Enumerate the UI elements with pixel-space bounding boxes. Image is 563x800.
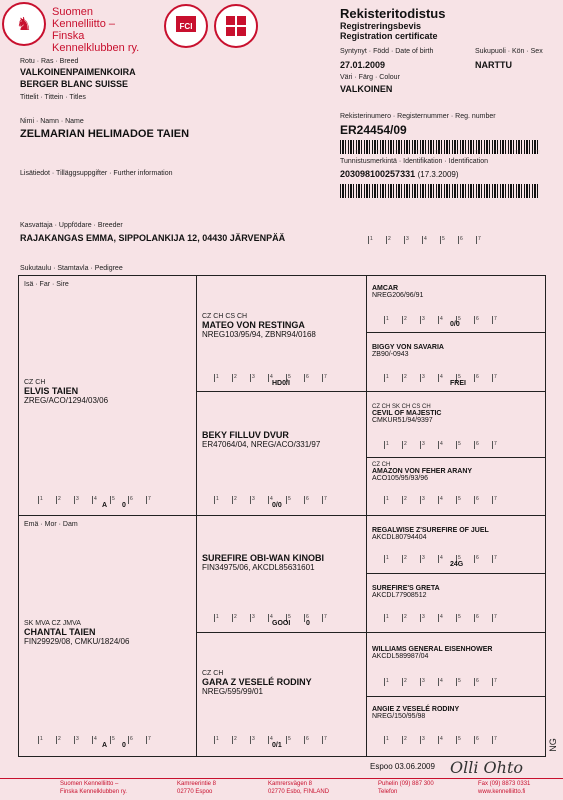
breed-label: Rotu · Ras · Breed xyxy=(20,58,79,65)
footer-address-fi: Kamreerintie 8 02770 Espoo xyxy=(177,781,217,795)
footer-org: Suomen Kennelliitto – Finska Kennelklubben ry. xyxy=(60,781,127,795)
dd-scale: 1 2 3 4 5 6 7 xyxy=(214,736,340,744)
dds-entry: WILLIAMS GENERAL EISENHOWER AKCDL589987/04 xyxy=(372,646,493,660)
id-label: Tunnistusmerkintä · Identifikation · Identification xyxy=(340,158,488,165)
dsd-scale: 1 2 3 4 5 6 7 xyxy=(384,614,510,622)
sire-scale: 1 2 3 4 5 6 7 xyxy=(38,496,164,504)
dss-scale: 1 2 3 4 5 6 7 xyxy=(384,555,510,563)
ssd-scale: 1 2 3 4 5 6 7 xyxy=(384,374,510,382)
nordic-kennel-logo xyxy=(214,4,258,48)
doc-title: Rekisteritodistus Registreringsbevis Registration certificate xyxy=(340,6,446,41)
dam-score-4: 0 xyxy=(122,742,126,749)
info-label: Lisätiedot · Tilläggsuppgifter · Further information xyxy=(20,170,173,177)
website-link[interactable]: www.kennelliitto.fi xyxy=(478,789,526,795)
sire-score-4: 0 xyxy=(122,502,126,509)
sex-value: NARTTU xyxy=(475,60,512,70)
sdd-scale: 1 2 3 4 5 6 7 xyxy=(384,496,510,504)
dam-label: Emä · Mor · Dam xyxy=(24,521,78,528)
ds-entry: SUREFIRE OBI-WAN KINOBI FIN34975/06, AKCDL85631601 xyxy=(202,553,325,572)
sd-entry: BEKY FILLUV DVUR ER47064/04, NREG/ACO/331/97 xyxy=(202,430,321,449)
ddd-scale: 1 2 3 4 5 6 7 xyxy=(384,736,510,744)
kennel-club-logo xyxy=(2,2,46,46)
ss-score-4: HD0/I xyxy=(272,380,290,387)
color-value: VALKOINEN xyxy=(340,84,393,94)
sire-entry: CZ CH ELVIS TAIEN ZREG/ACO/1294/03/06 xyxy=(24,379,109,405)
dob-label: Syntynyt · Född · Date of birth xyxy=(340,48,434,55)
breeder-label: Kasvattaja · Uppfödare · Breeder xyxy=(20,222,123,229)
color-label: Väri · Färg · Colour xyxy=(340,74,400,81)
sss-entry: AMCAR NREG206/96/91 xyxy=(372,285,424,299)
svg-text:FCI: FCI xyxy=(179,22,193,31)
dss-score-5: 24G xyxy=(450,561,464,568)
place-date: Espoo 03.06.2009 xyxy=(370,762,435,771)
ss-score-6: FREI xyxy=(450,380,466,387)
breed-fi: VALKOINENPAIMENKOIRA xyxy=(20,67,136,77)
ss-entry: CZ CH CS CH MATEO VON RESTINGA NREG103/95/94, ZBNR94/0168 xyxy=(202,313,316,339)
dam-score-4-top: GOOI xyxy=(272,620,291,627)
sd-score-4: 0/0 xyxy=(272,502,282,509)
ddd-entry: ANGIE Z VESELÉ RODINY NREG/150/95/98 xyxy=(372,706,460,720)
org-name: Suomen Kennelliitto – Finska Kennelklubben ry. xyxy=(52,6,140,54)
dd-entry: CZ CH GARA Z VESELÉ RODINY NREG/595/99/01 xyxy=(202,670,312,696)
ds-scale: 1 2 3 4 5 6 7 xyxy=(214,614,340,622)
footer-contact: Fax (09) 8873 0331 www.kennelliitto.fi xyxy=(478,781,531,795)
id-barcode xyxy=(340,184,540,198)
breed-fr: BERGER BLANC SUISSE xyxy=(20,79,129,89)
svg-text:♞: ♞ xyxy=(15,14,33,35)
name-label: Nimi · Namn · Name xyxy=(20,118,84,125)
sdd-entry: CZ CH AMAZON VON FEHER ARANY ACO105/95/93/96 xyxy=(372,462,473,482)
dam-score-5-top: 0 xyxy=(306,620,310,627)
breeder-scale: 1 2 3 4 5 6 7 xyxy=(368,236,494,244)
sds-entry: CZ CH SK CH CS CH CEVIL OF MAJESTIC CMKUR51/94/9397 xyxy=(372,404,442,424)
sd-scale: 1 2 3 4 5 6 7 xyxy=(214,496,340,504)
ss-scale: 1 2 3 4 5 6 7 xyxy=(214,374,340,382)
sire-label: Isä · Far · Sire xyxy=(24,281,69,288)
dam-score-3: A xyxy=(102,742,108,749)
sds-scale: 1 2 3 4 5 6 7 xyxy=(384,441,510,449)
dam-entry: SK MVA CZ JMVA CHANTAL TAIEN FIN29929/08, CMKU/1824/06 xyxy=(24,620,130,646)
ssd-score-4: 0/0 xyxy=(450,321,460,328)
side-mark: NG xyxy=(547,738,558,752)
reg-barcode xyxy=(340,140,540,154)
sire-score-3: A xyxy=(102,502,108,509)
id-value: 203098100257331 (17.3.2009) xyxy=(340,169,459,179)
pedigree-label: Sukutaulu · Stamtavla · Pedigree xyxy=(20,265,123,272)
sex-label: Sukupuoli · Kön · Sex xyxy=(475,48,543,55)
dog-name: ZELMARIAN HELIMADOE TAIEN xyxy=(20,128,190,140)
breeder-value: RAJAKANGAS EMMA, SIPPOLANKIJA 12, 04430 JÄRVENPÄÄ xyxy=(20,233,286,243)
titles-label: Tittelit · Tittein · Titles xyxy=(20,94,86,101)
footer-phone: Puhelin (09) 887 300 Telefon xyxy=(378,781,434,795)
dss-entry: REGALWISE Z'SUREFIRE OF JUEL AKCDL80794404 xyxy=(372,527,489,541)
reg-label: Rekisterinumero · Registernummer · Reg. number xyxy=(340,113,496,120)
signature: Olli Ohto xyxy=(450,758,524,777)
dds-scale: 1 2 3 4 5 6 7 xyxy=(384,678,510,686)
footer-address-sv: Kamrersvägen 8 02770 Esbo, FINLAND xyxy=(268,781,330,795)
fci-logo xyxy=(164,4,208,48)
dsd-entry: SUREFIRE'S GRETA AKCDL77908512 xyxy=(372,585,440,599)
dob-value: 27.01.2009 xyxy=(340,60,386,70)
dd-score-4: 0/1 xyxy=(272,742,282,749)
reg-number: ER24454/09 xyxy=(340,123,407,137)
dam-scale: 1 2 3 4 5 6 7 xyxy=(38,736,164,744)
sss-scale: 1 2 3 4 5 6 7 xyxy=(384,316,510,324)
ssd-entry: BIGGY VON SAVARIA ZB90/-0943 xyxy=(372,344,444,358)
